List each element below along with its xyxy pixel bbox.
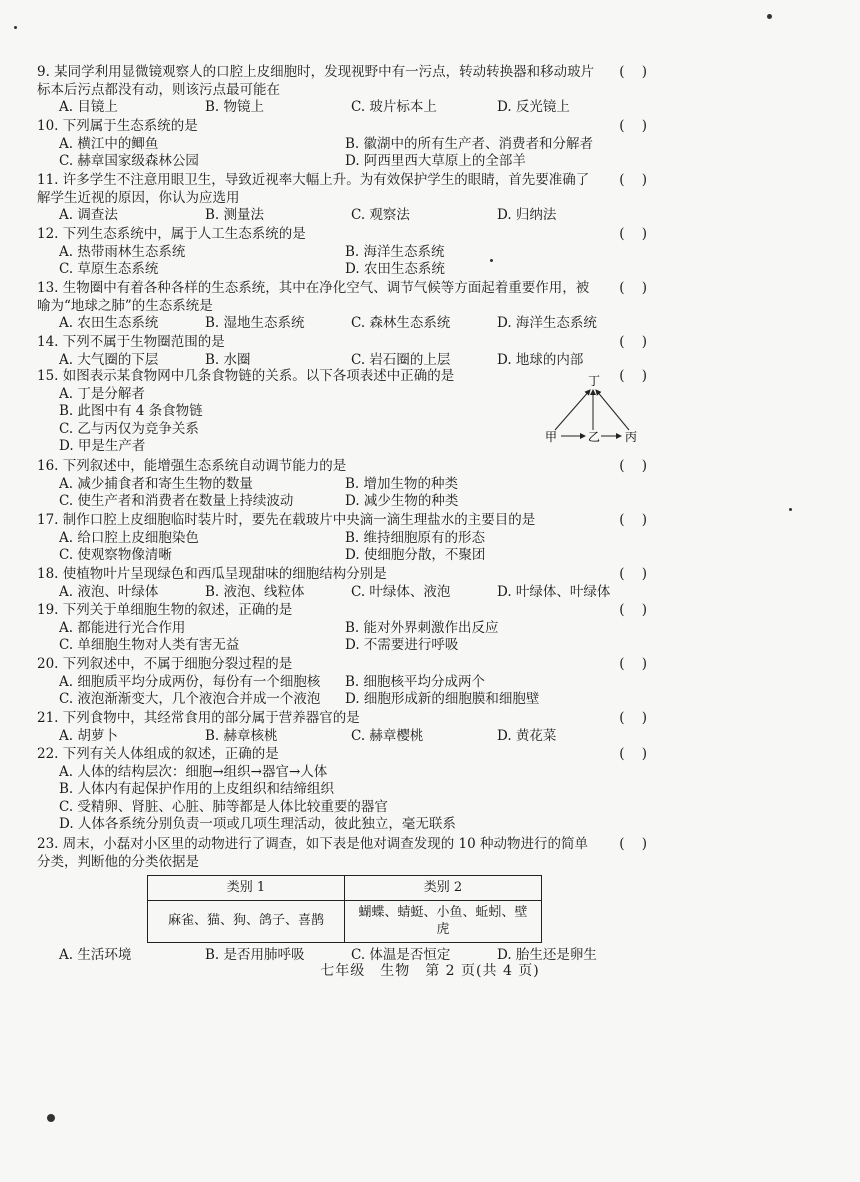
option-list [37, 764, 647, 834]
food-web-node-jia: 甲 [545, 430, 558, 444]
option-b[interactable]: B. 是否用肺呼吸 [205, 946, 305, 963]
answer-blank[interactable]: ( ) [619, 746, 647, 762]
option-d[interactable]: D. 胎生还是卵生 [497, 946, 597, 963]
food-web-node-ding: 丁 [588, 374, 601, 388]
option-c[interactable]: C. 单细胞生物对人类有害无益 [59, 637, 240, 653]
page-footer: 七年级 生物 第 2 页(共 4 页) [320, 963, 540, 979]
option-b[interactable]: B. 细胞核平均分成两个 [345, 673, 486, 690]
option-b[interactable]: B. 物镜上 [205, 99, 265, 115]
answer-blank[interactable]: ( ) [619, 458, 647, 474]
option-c[interactable]: C. 观察法 [351, 207, 410, 223]
option-list [37, 136, 647, 171]
scan-speck [767, 14, 772, 19]
option-c[interactable]: C. 玻片标本上 [351, 99, 437, 115]
question-stem: 15. 如图表示某食物网中几条食物链的关系。以下各项表述中正确的是 [37, 368, 455, 384]
option-c[interactable]: C. 体温是否恒定 [351, 946, 451, 963]
option-a[interactable]: A. 热带雨林生态系统 [59, 243, 186, 260]
option-a[interactable]: A. 农田生态系统 [59, 315, 159, 331]
question-20 [37, 656, 647, 709]
option-d[interactable]: D. 海洋生态系统 [497, 315, 597, 331]
option-c[interactable]: C. 受精卵、肾脏、心脏、肺等都是人体比较重要的器官 [59, 798, 388, 815]
question-23 [37, 836, 647, 964]
option-c[interactable]: C. 液泡渐渐变大，几个液泡合并成一个液泡 [59, 691, 321, 707]
option-a[interactable]: A. 都能进行光合作用 [59, 619, 186, 636]
question-stem: 11. 许多学生不注意用眼卫生，导致近视率大幅上升。为有效保护学生的眼睛，首先要准确了解学生近视的原因，你认为应选用 [37, 172, 590, 206]
option-d[interactable]: D. 阿西里西大草原上的全部羊 [345, 153, 526, 169]
table-cell: 蝴蝶、蜻蜓、小鱼、蚯蚓、壁虎 [345, 900, 542, 942]
option-a[interactable]: A. 调查法 [59, 207, 118, 223]
option-c[interactable]: C. 赫章国家级森林公园 [59, 153, 199, 169]
question-stem: 14. 下列不属于生物圈范围的是 [37, 334, 225, 350]
option-a[interactable]: A. 目镜上 [59, 99, 118, 115]
answer-blank[interactable]: ( ) [619, 512, 647, 528]
option-b[interactable]: B. 增加生物的种类 [345, 475, 459, 492]
option-a[interactable]: A. 给口腔上皮细胞染色 [59, 529, 199, 546]
answer-blank[interactable]: ( ) [619, 280, 647, 296]
option-a[interactable]: A. 细胞质平均分成两份，每份有一个细胞核 [59, 673, 321, 690]
scan-speck [47, 1114, 55, 1122]
option-b[interactable]: B. 液泡、线粒体 [205, 583, 305, 600]
question-12 [37, 226, 647, 279]
option-d[interactable]: D. 减少生物的种类 [345, 493, 459, 509]
question-22 [37, 746, 647, 834]
table-cell: 麻雀、猫、狗、鸽子、喜鹊 [148, 900, 345, 942]
option-b[interactable]: B. 海洋生态系统 [345, 243, 445, 260]
option-b[interactable]: B. 能对外界刺激作出反应 [345, 619, 499, 636]
option-a[interactable]: A. 液泡、叶绿体 [59, 583, 159, 600]
option-d[interactable]: D. 黄花菜 [497, 727, 557, 744]
option-c[interactable]: C. 乙与丙仅为竞争关系 [59, 420, 199, 437]
question-11 [37, 172, 647, 225]
option-b[interactable]: B. 此图中有 4 条食物链 [59, 403, 203, 419]
option-list [37, 530, 647, 565]
answer-blank[interactable]: ( ) [619, 836, 647, 852]
question-stem: 23. 周末，小磊对小区里的动物进行了调查，如下表是他对调查发现的 10 种动物进行的简单分类，判断他的分类依据是 [37, 836, 589, 870]
option-a[interactable]: A. 大气圈的下层 [59, 351, 159, 368]
option-list [37, 99, 647, 117]
option-a[interactable]: A. 生活环境 [59, 946, 132, 963]
option-b[interactable]: B. 赫章核桃 [205, 727, 278, 744]
option-a[interactable]: A. 胡萝卜 [59, 727, 118, 744]
question-stem: 17. 制作口腔上皮细胞临时装片时，要先在载玻片中央滴一滴生理盐水的主要目的是 [37, 512, 536, 528]
option-d[interactable]: D. 归纳法 [497, 207, 557, 223]
option-c[interactable]: C. 赫章樱桃 [351, 727, 424, 744]
food-web-node-bing: 丙 [625, 430, 638, 444]
option-b[interactable]: B. 测量法 [205, 207, 265, 223]
question-18 [37, 566, 647, 601]
scan-speck [14, 26, 17, 29]
option-b[interactable]: B. 人体内有起保护作用的上皮组织和结缔组织 [59, 781, 335, 797]
question-stem: 9. 某同学利用显微镜观察人的口腔上皮细胞时，发现视野中有一污点，转动转换器和移动玻片标本后污点都没有动，则该污点最可能在 [37, 64, 595, 98]
option-c[interactable]: C. 叶绿体、液泡 [351, 583, 451, 600]
question-10 [37, 118, 647, 171]
question-stem: 18. 使植物叶片呈现绿色和西瓜呈现甜味的细胞结构分别是 [37, 566, 387, 582]
option-d[interactable]: D. 甲是生产者 [59, 438, 146, 454]
question-14 [37, 334, 647, 369]
question-21 [37, 710, 647, 745]
answer-blank[interactable]: ( ) [619, 172, 647, 188]
question-13 [37, 280, 647, 333]
option-d[interactable]: D. 人体各系统分别负责一项或几项生理活动，彼此独立，毫无联系 [59, 816, 456, 832]
option-d[interactable]: D. 使细胞分散，不聚团 [345, 547, 486, 563]
question-9 [37, 64, 647, 117]
table-header: 类别 1 [148, 876, 345, 901]
question-16 [37, 458, 647, 511]
answer-blank[interactable]: ( ) [619, 64, 647, 80]
option-list [37, 620, 647, 655]
option-list [37, 476, 647, 511]
question-stem: 20. 下列叙述中，不属于细胞分裂过程的是 [37, 656, 293, 672]
answer-blank[interactable]: ( ) [619, 226, 647, 242]
question-stem: 13. 生物圈中有着各种各样的生态系统，其中在净化空气、调节气候等方面起着重要作用，被喻为“地球之肺”的生态系统是 [37, 280, 590, 314]
answer-blank[interactable]: ( ) [619, 334, 647, 350]
option-a[interactable]: A. 横江中的鲫鱼 [59, 135, 159, 152]
option-list [37, 315, 647, 333]
option-b[interactable]: B. 徽湖中的所有生产者、消费者和分解者 [345, 135, 594, 152]
option-list [37, 728, 647, 746]
answer-blank[interactable]: ( ) [619, 368, 647, 384]
option-list [37, 207, 647, 225]
option-c[interactable]: C. 使生产者和消费者在数量上持续波动 [59, 493, 294, 509]
option-list [37, 352, 647, 370]
option-c[interactable]: C. 森林生态系统 [351, 315, 451, 331]
option-d[interactable]: D. 地球的内部 [497, 351, 584, 368]
scan-speck [789, 508, 792, 511]
option-list [37, 244, 647, 279]
option-c[interactable]: C. 岩石圈的上层 [351, 351, 451, 368]
question-stem: 16. 下列叙述中，能增强生态系统自动调节能力的是 [37, 458, 347, 474]
option-b[interactable]: B. 维持细胞原有的形态 [345, 529, 486, 546]
animal-classification-table [147, 875, 542, 943]
option-d[interactable]: D. 细胞形成新的细胞膜和细胞壁 [345, 691, 540, 707]
question-19 [37, 602, 647, 655]
food-web-node-yi: 乙 [588, 430, 601, 444]
option-d[interactable]: D. 不需要进行呼吸 [345, 637, 459, 653]
option-c[interactable]: C. 使观察物像清晰 [59, 547, 172, 563]
answer-blank[interactable]: ( ) [619, 118, 647, 134]
scan-speck [490, 259, 493, 262]
option-list [37, 584, 647, 602]
question-stem: 10. 下列属于生态系统的是 [37, 118, 198, 134]
answer-blank[interactable]: ( ) [619, 710, 647, 726]
answer-blank[interactable]: ( ) [619, 566, 647, 582]
option-b[interactable]: B. 湿地生态系统 [205, 315, 305, 331]
food-web-diagram [545, 374, 645, 446]
question-stem: 22. 下列有关人体组成的叙述，正确的是 [37, 746, 279, 762]
answer-blank[interactable]: ( ) [619, 602, 647, 618]
question-17 [37, 512, 647, 565]
option-b[interactable]: B. 水圈 [205, 351, 251, 368]
option-a[interactable]: A. 人体的结构层次：细胞→组织→器官→人体 [59, 763, 328, 780]
option-d[interactable]: D. 叶绿体、叶绿体 [497, 583, 611, 600]
option-a[interactable]: A. 丁是分解者 [59, 385, 145, 402]
option-list [37, 674, 647, 709]
answer-blank[interactable]: ( ) [619, 656, 647, 672]
table-header: 类别 2 [345, 876, 542, 901]
option-c[interactable]: C. 草原生态系统 [59, 261, 159, 277]
question-stem: 12. 下列生态系统中，属于人工生态系统的是 [37, 226, 306, 242]
question-stem: 21. 下列食物中，其经常食用的部分属于营养器官的是 [37, 710, 360, 726]
question-stem: 19. 下列关于单细胞生物的叙述，正确的是 [37, 602, 293, 618]
option-d[interactable]: D. 反光镜上 [497, 99, 570, 115]
option-d[interactable]: D. 农田生态系统 [345, 261, 445, 277]
option-a[interactable]: A. 减少捕食者和寄生生物的数量 [59, 475, 253, 492]
